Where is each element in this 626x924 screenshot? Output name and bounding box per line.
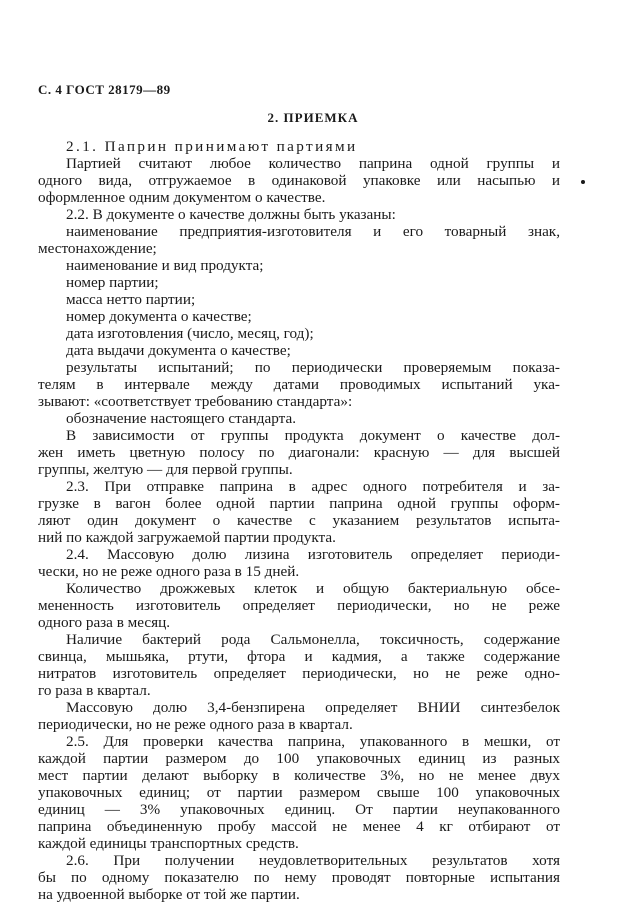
text-line: каждой единицы транспортных средств. bbox=[38, 835, 299, 852]
text-line: группы, желтую — для первой группы. bbox=[38, 461, 293, 478]
text-line: ляют один документ о качестве с указанием результатов испыта- bbox=[38, 512, 560, 529]
text-line: Количество дрожжевых клеток и общую бактериальную обсе- bbox=[66, 580, 560, 597]
list-item: обозначение настоящего стандарта. bbox=[66, 410, 297, 427]
text-line: оформленное одним документом о качестве. bbox=[38, 189, 326, 206]
text-line: периодически, но не реже одного раза в квартал. bbox=[38, 716, 353, 733]
text-line: Партией считают любое количество паприна одной группы и bbox=[66, 155, 560, 172]
clause-2-5: 2.5. Для проверки качества паприна, упакованного в мешки, от bbox=[66, 733, 560, 750]
text-line: грузке в вагон более одной партии паприна одной группы оформ- bbox=[38, 495, 560, 512]
text-line: мененность изготовитель определяет периодически, но не реже bbox=[38, 597, 560, 614]
text-line: мест партии делают выборку в количестве 3%, но не менее двух bbox=[38, 767, 560, 784]
text-line: одного раза в месяц. bbox=[38, 614, 171, 631]
text-line: единиц — 3% упаковочных единиц. От партии неупакованного bbox=[38, 801, 560, 818]
text-line: каждой партии размером до 100 упаковочных единиц из разных bbox=[38, 750, 560, 767]
text-line: зывают: «соответствует требованию стандарта»: bbox=[38, 393, 353, 410]
list-item: результаты испытаний; по периодически проверяемым показа- bbox=[66, 359, 560, 376]
text-line: одного вида, отгружаемое в одинаковой упаковке или насыпью и bbox=[38, 172, 560, 189]
text-line: местонахождение; bbox=[38, 240, 157, 257]
list-item: масса нетто партии; bbox=[66, 291, 196, 308]
section-title: 2. ПРИЕМКА bbox=[267, 110, 359, 125]
list-item: дата выдачи документа о качестве; bbox=[66, 342, 291, 359]
clause-2-4: 2.4. Массовую долю лизина изготовитель определяет периоди- bbox=[66, 546, 560, 563]
text-line: чески, но не реже одного раза в 15 дней. bbox=[38, 563, 300, 580]
clause-2-2: 2.2. В документе о качестве должны быть указаны: bbox=[66, 206, 396, 223]
text-line: бы по одному показателю по нему проводят повторные испытания bbox=[38, 869, 560, 886]
text-line: Массовую долю 3,4-бензпирена определяет ВНИИ синтезбелок bbox=[66, 699, 560, 716]
clause-2-1-heading: 2.1. Паприн принимают партиями bbox=[66, 138, 358, 155]
list-item: дата изготовления (число, месяц, год); bbox=[66, 325, 314, 342]
text-line: В зависимости от группы продукта документ о качестве дол- bbox=[66, 427, 560, 444]
clause-2-6: 2.6. При получении неудовлетворительных результатов хотя bbox=[66, 852, 560, 869]
text-line: наименование предприятия-изготовителя и его товарный знак, bbox=[66, 223, 560, 240]
text-line: жен иметь цветную полосу по диагонали: красную — для высшей bbox=[38, 444, 560, 461]
list-item: номер документа о качестве; bbox=[66, 308, 252, 325]
text-line: ний по каждой загружаемой партии продукта. bbox=[38, 529, 336, 546]
margin-dot bbox=[581, 180, 585, 184]
text-line: Наличие бактерий рода Сальмонелла, токсичность, содержание bbox=[66, 631, 560, 648]
text-line: упаковочных единиц; от партии размером свыше 100 упаковочных bbox=[38, 784, 560, 801]
list-item: наименование и вид продукта; bbox=[66, 257, 264, 274]
text-line: телям в интервале между датами проводимых испытаний ука- bbox=[38, 376, 560, 393]
clause-2-3: 2.3. При отправке паприна в адрес одного потребителя и за- bbox=[66, 478, 560, 495]
text-line: го раза в квартал. bbox=[38, 682, 151, 699]
text-line: на удвоенной выборке от той же партии. bbox=[38, 886, 300, 903]
list-item: номер партии; bbox=[66, 274, 159, 291]
text-line: свинца, мышьяка, ртути, фтора и кадмия, а также содержание bbox=[38, 648, 560, 665]
text-line: паприна объединенную пробу массой не менее 4 кг отбирают от bbox=[38, 818, 560, 835]
page-header: С. 4 ГОСТ 28179—89 bbox=[38, 82, 171, 97]
text-line: нитратов изготовитель определяет периодически, но не реже одно- bbox=[38, 665, 560, 682]
